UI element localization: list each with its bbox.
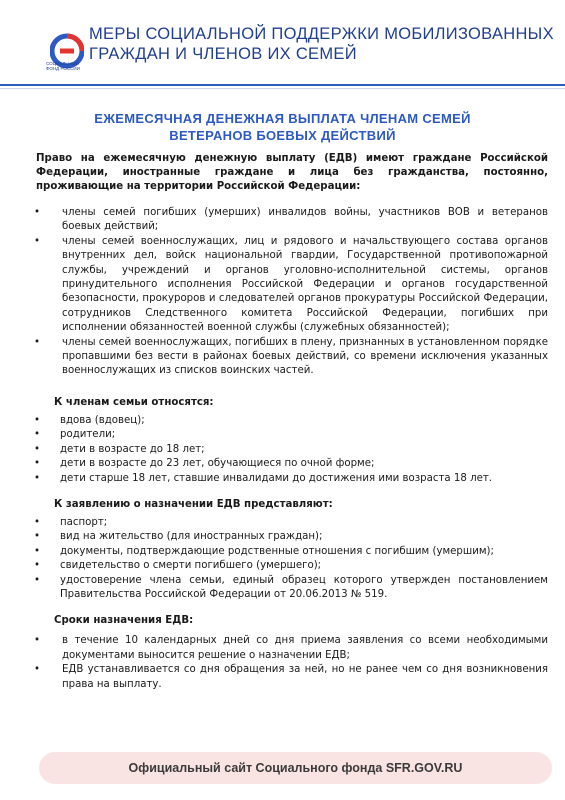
intro-paragraph: Право на ежемесячную денежную выплату (ЕДВ) имеют граждане Российской Федерации, иностранные граждане и лица без гражданства, постоянно, проживающие на территории Российской Федерации: [36,153,548,192]
list-item: • члены семей военнослужащих, погибших в плену, признанных в установленном порядке пропавшими без вести в районах боевых действий, со времени исключения указанных военнослужащих из списков воинских частей. [36,336,548,379]
list-item: • вид на жительство (для иностранных граждан); [36,530,548,544]
list-item: • члены семей военнослужащих, лиц и рядового и начальствующего состава органов внутренних дел, войск национальной гвардии, Государственной противопожарной службы, учреждений и органов уголовно-исполнительной системы, органов принудительного исполнения Российской Федерации и органов государственной безопасности, прокуроров и следователей органов прокуратуры Российской Федерации, сотрудников Следственного комитета Российской Федерации, погибших при исполнении обязанностей военной службы (служебных обязанностей); [36,235,548,336]
list-item: • родители; [36,428,548,442]
list-item: • дети в возрасте до 23 лет, обучающиеся по очной форме; [36,457,548,471]
logo-text-line1: СОЦИАЛЬНЫЙ [46,61,79,66]
documents-heading: К заявлению о назначении ЕДВ представляют: [54,498,333,510]
header-title [89,24,559,64]
header-divider-thin [0,88,565,89]
document-title [40,110,525,144]
terms-list [36,634,548,692]
list-item: • вдова (вдовец); [36,414,548,428]
header-title-line2: ГРАЖДАН И ЧЛЕНОВ ИХ СЕМЕЙ [89,45,357,63]
list-item: • удостоверение члена семьи, единый образец которого утвержден постановлением Правительства Российской Федерации от 20.06.2013 № 519. [36,574,548,603]
terms-heading: Сроки назначения ЕДВ: [54,615,194,627]
list-item: • дети старше 18 лет, ставшие инвалидами до достижения ими возраста 18 лет. [36,472,548,486]
document-title-line1: ЕЖЕМЕСЯЧНАЯ ДЕНЕЖНАЯ ВЫПЛАТА ЧЛЕНАМ СЕМЕЙ [94,111,471,126]
eligibility-list [36,206,548,379]
list-item: • документы, подтверждающие родственные отношения с погибшим (умершим); [36,545,548,559]
header-divider [0,84,565,86]
footer-banner: Официальный сайт Социального фонда SFR.GOV.RU [39,752,552,784]
list-item: • дети в возрасте до 18 лет; [36,443,548,457]
documents-list [36,516,548,602]
list-item: • свидетельство о смерти погибшего (умершего); [36,559,548,573]
list-item: • в течение 10 календарных дней со дня приема заявления со всеми необходимыми документами выносится решение о назначении ЕДВ; [36,634,548,663]
logo-text [46,61,80,71]
list-item: • ЕДВ устанавливается со дня обращения за ней, но не ранее чем со дня возникновения права на выплату. [36,663,548,692]
family-list [36,414,548,486]
list-item: • паспорт; [36,516,548,530]
list-item: • члены семей погибших (умерших) инвалидов войны, участников ВОВ и ветеранов боевых действий; [36,206,548,235]
logo-text-line2: ФОНД РОССИИ [46,66,80,71]
family-heading: К членам семьи относятся: [54,396,214,408]
document-body [36,152,548,692]
page-header [0,0,565,92]
header-title-line1: МЕРЫ СОЦИАЛЬНОЙ ПОДДЕРЖКИ МОБИЛИЗОВАННЫХ [89,25,554,43]
document-title-line2: ВЕТЕРАНОВ БОЕВЫХ ДЕЙСТВИЙ [169,128,396,143]
